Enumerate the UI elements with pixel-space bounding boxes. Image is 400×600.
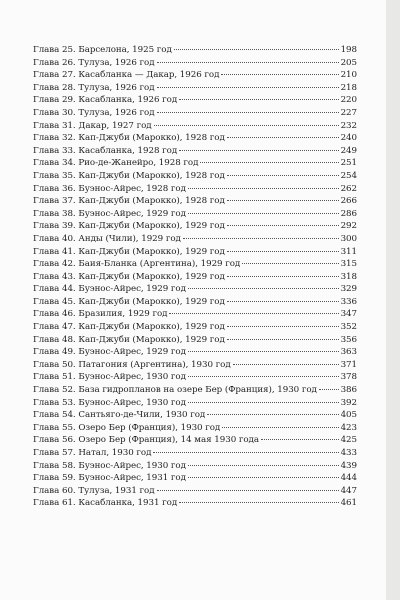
chapter-title: Глава 54. Сантьяго-де-Чили, 1930 год xyxy=(33,410,206,421)
toc-entry xyxy=(33,183,357,196)
chapter-title: Глава 43. Кап-Джуби (Марокко), 1929 год xyxy=(33,271,225,282)
page-number: 205 xyxy=(340,57,357,68)
dot-leader xyxy=(157,62,339,63)
toc-entry xyxy=(33,485,357,498)
chapter-title: Глава 32. Кап-Джуби (Марокко), 1928 год xyxy=(33,133,225,144)
toc-entry xyxy=(33,346,357,359)
page-number: 254 xyxy=(340,170,357,181)
page-number: 262 xyxy=(340,183,357,194)
page-number: 363 xyxy=(340,347,357,358)
toc-entry xyxy=(33,271,357,284)
page-number: 423 xyxy=(340,422,357,433)
chapter-title: Глава 50. Патагония (Аргентина), 1930 год xyxy=(33,359,231,370)
chapter-title: Глава 47. Кап-Джуби (Марокко), 1929 год xyxy=(33,322,225,333)
chapter-title: Глава 27. Касабланка — Дакар, 1926 год xyxy=(33,70,220,81)
toc-entry xyxy=(33,447,357,460)
chapter-title: Глава 25. Барселона, 1925 год xyxy=(33,45,172,55)
page-number: 329 xyxy=(340,284,357,295)
toc-entry xyxy=(33,220,357,233)
dot-leader xyxy=(261,439,339,440)
page-number: 392 xyxy=(340,397,357,408)
toc-entry xyxy=(33,132,357,145)
dot-leader xyxy=(242,263,338,264)
dot-leader xyxy=(319,389,339,390)
dot-leader xyxy=(221,74,338,75)
toc-entry xyxy=(33,208,357,221)
chapter-title: Глава 56. Озеро Бер (Франция), 14 мая 1930 года xyxy=(33,435,259,446)
chapter-title: Глава 57. Натал, 1930 год xyxy=(33,448,152,458)
toc-entry xyxy=(33,69,357,82)
dot-leader xyxy=(227,200,339,201)
page-number: 220 xyxy=(340,95,357,106)
dot-leader xyxy=(227,225,339,226)
chapter-title: Глава 46. Бразилия, 1929 год xyxy=(33,309,168,320)
chapter-title: Глава 40. Анды (Чили), 1929 год xyxy=(33,233,181,244)
toc-entry xyxy=(33,107,357,120)
page-number: 444 xyxy=(340,473,357,484)
toc-entry xyxy=(33,57,357,70)
page-number: 227 xyxy=(340,107,357,118)
table-of-contents xyxy=(33,44,357,510)
page-number: 315 xyxy=(340,259,357,270)
page-number: 461 xyxy=(340,498,357,509)
page-number: 311 xyxy=(340,246,357,257)
toc-entry xyxy=(33,195,357,208)
chapter-title: Глава 52. База гидропланов на озере Бер (Франция), 1930 год xyxy=(33,385,317,396)
page-number: 352 xyxy=(340,322,357,333)
dot-leader xyxy=(188,465,339,466)
page-number: 386 xyxy=(340,385,357,396)
toc-entry xyxy=(33,472,357,485)
chapter-title: Глава 29. Касабланка, 1926 год xyxy=(33,95,178,106)
toc-entry xyxy=(33,44,357,57)
toc-entry xyxy=(33,246,357,259)
toc-entry xyxy=(33,296,357,309)
dot-leader xyxy=(227,251,339,252)
toc-entry xyxy=(33,145,357,158)
dot-leader xyxy=(157,112,339,113)
page-number: 266 xyxy=(340,196,357,207)
dot-leader xyxy=(227,326,339,327)
dot-leader xyxy=(227,276,339,277)
dot-leader xyxy=(222,427,338,428)
chapter-title: Глава 41. Кап-Джуби (Марокко), 1929 год xyxy=(33,246,225,257)
page-number: 218 xyxy=(340,82,357,93)
dot-leader xyxy=(157,490,339,491)
dot-leader xyxy=(200,162,338,163)
dot-leader xyxy=(188,188,339,189)
toc-entry xyxy=(33,334,357,347)
toc-entry xyxy=(33,497,357,510)
toc-entry xyxy=(33,422,357,435)
dot-leader xyxy=(233,364,339,365)
chapter-title: Глава 53. Буэнос-Айрес, 1930 год xyxy=(33,397,186,408)
page-number: 356 xyxy=(340,334,357,345)
chapter-title: Глава 60. Тулуза, 1931 год xyxy=(33,485,155,496)
chapter-title: Глава 36. Буэнос-Айрес, 1928 год xyxy=(33,183,186,194)
page-number: 378 xyxy=(340,372,357,383)
dot-leader xyxy=(188,477,339,478)
chapter-title: Глава 33. Касабланка, 1928 год xyxy=(33,145,178,156)
toc-entry xyxy=(33,233,357,246)
page-number: 371 xyxy=(340,359,357,370)
dot-leader xyxy=(179,502,338,503)
toc-entry xyxy=(33,384,357,397)
dot-leader xyxy=(153,452,338,453)
dot-leader xyxy=(227,175,339,176)
dot-leader xyxy=(207,414,338,415)
chapter-title: Глава 44. Буэнос-Айрес, 1929 год xyxy=(33,284,186,295)
dot-leader xyxy=(227,137,339,138)
page-number: 292 xyxy=(340,221,357,232)
toc-entry xyxy=(33,321,357,334)
dot-leader xyxy=(227,301,339,302)
dot-leader xyxy=(157,87,339,88)
chapter-title: Глава 45. Кап-Джуби (Марокко), 1929 год xyxy=(33,296,225,307)
page-number: 286 xyxy=(340,208,357,219)
chapter-title: Глава 37. Кап-Джуби (Марокко), 1928 год xyxy=(33,196,225,207)
toc-entry xyxy=(33,94,357,107)
chapter-title: Глава 58. Буэнос-Айрес, 1930 год xyxy=(33,460,186,471)
dot-leader xyxy=(179,99,338,100)
dot-leader xyxy=(154,125,339,126)
page-number: 336 xyxy=(340,296,357,307)
toc-entry xyxy=(33,82,357,95)
chapter-title: Глава 48. Кап-Джуби (Марокко), 1929 год xyxy=(33,334,225,345)
toc-entry xyxy=(33,460,357,473)
toc-entry xyxy=(33,359,357,372)
page-number: 439 xyxy=(340,460,357,471)
page-number: 318 xyxy=(340,271,357,282)
page-number: 240 xyxy=(340,133,357,144)
chapter-title: Глава 59. Буэнос-Айрес, 1931 год xyxy=(33,473,186,484)
chapter-title: Глава 49. Буэнос-Айрес, 1929 год xyxy=(33,347,186,358)
dot-leader xyxy=(188,351,339,352)
toc-entry xyxy=(33,397,357,410)
chapter-title: Глава 31. Дакар, 1927 год xyxy=(33,120,152,131)
page-number: 210 xyxy=(340,70,357,81)
chapter-title: Глава 26. Тулуза, 1926 год xyxy=(33,57,155,68)
page-number: 232 xyxy=(340,120,357,131)
page-number: 198 xyxy=(340,45,357,55)
dot-leader xyxy=(188,402,339,403)
page-number: 251 xyxy=(340,158,357,169)
chapter-title: Глава 35. Кап-Джуби (Марокко), 1928 год xyxy=(33,170,225,181)
page-number: 425 xyxy=(340,435,357,446)
toc-entry xyxy=(33,170,357,183)
toc-entry xyxy=(33,157,357,170)
chapter-title: Глава 38. Буэнос-Айрес, 1929 год xyxy=(33,208,186,219)
chapter-title: Глава 34. Рио-де-Жанейро, 1928 год xyxy=(33,158,199,169)
chapter-title: Глава 61. Касабланка, 1931 год xyxy=(33,498,178,509)
dot-leader xyxy=(174,49,339,50)
page-number: 347 xyxy=(340,309,357,320)
dot-leader xyxy=(179,150,338,151)
toc-entry xyxy=(33,283,357,296)
dot-leader xyxy=(169,313,338,314)
dot-leader xyxy=(183,238,339,239)
chapter-title: Глава 28. Тулуза, 1926 год xyxy=(33,82,155,93)
chapter-title: Глава 42. Баия-Бланка (Аргентина), 1929 год xyxy=(33,259,241,270)
page-number: 447 xyxy=(340,485,357,496)
toc-entry xyxy=(33,409,357,422)
page-number: 433 xyxy=(340,448,357,458)
toc-entry xyxy=(33,434,357,447)
chapter-title: Глава 51. Буэнос-Айрес, 1930 год xyxy=(33,372,186,383)
chapter-title: Глава 55. Озеро Бер (Франция), 1930 год xyxy=(33,422,221,433)
dot-leader xyxy=(188,213,339,214)
page-number: 405 xyxy=(340,410,357,421)
toc-entry xyxy=(33,371,357,384)
dot-leader xyxy=(188,288,339,289)
dot-leader xyxy=(188,376,339,377)
toc-entry xyxy=(33,120,357,133)
chapter-title: Глава 30. Тулуза, 1926 год xyxy=(33,107,155,118)
toc-entry xyxy=(33,308,357,321)
chapter-title: Глава 39. Кап-Джуби (Марокко), 1929 год xyxy=(33,221,225,232)
page-number: 300 xyxy=(340,233,357,244)
page-edge-shadow xyxy=(386,0,400,600)
toc-entry xyxy=(33,258,357,271)
page-number: 249 xyxy=(340,145,357,156)
dot-leader xyxy=(227,339,339,340)
